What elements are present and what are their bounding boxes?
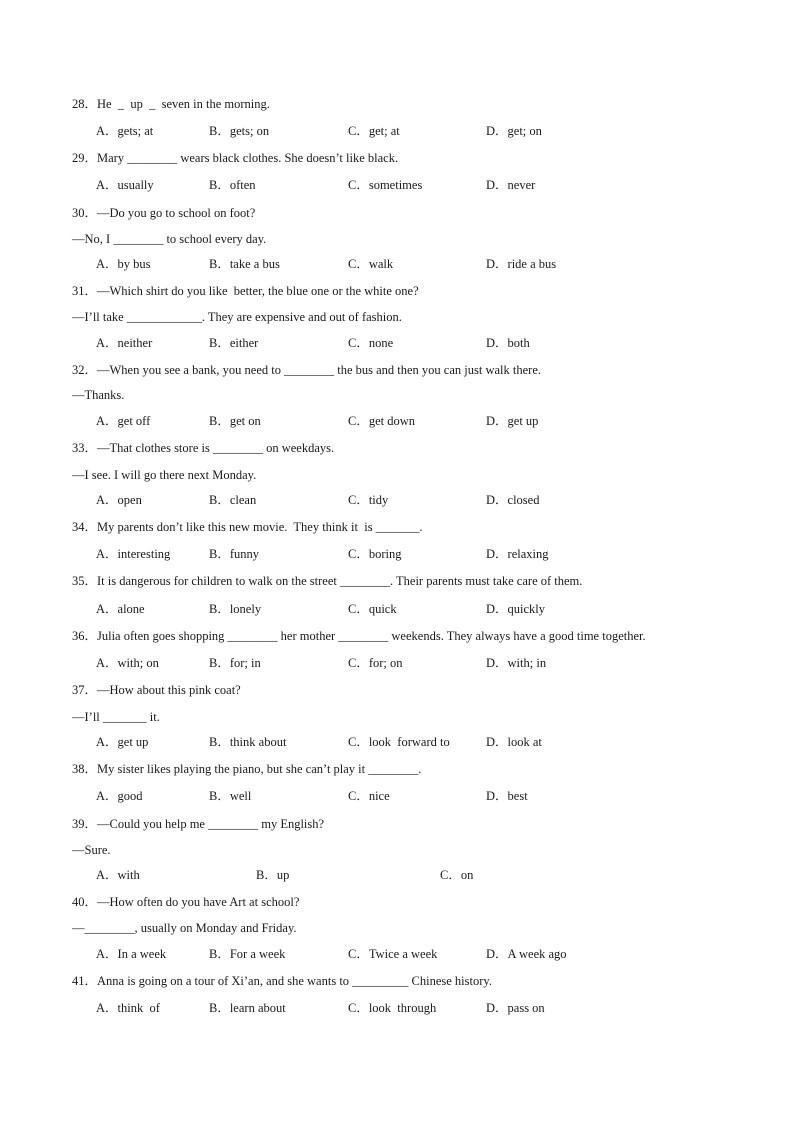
question-41-option-c: C．look through — [348, 1001, 437, 1015]
question-28-option-b: B．gets; on — [209, 124, 270, 138]
question-32-line-1: —Thanks. — [72, 388, 125, 402]
question-34-option-c: C．boring — [348, 547, 402, 561]
question-38-option-a: A．good — [96, 789, 143, 803]
question-36-option-b: B．for; in — [209, 656, 261, 670]
question-39-stem: 39．—Could you help me ________ my English? — [72, 817, 325, 831]
question-40-option-c: C．Twice a week — [348, 947, 438, 961]
question-35-option-d: D．quickly — [486, 602, 546, 616]
question-41-option-a: A．think of — [96, 1001, 160, 1015]
question-37-option-d: D．look at — [486, 735, 542, 749]
question-37-option-a: A．get up — [96, 735, 149, 749]
question-31-option-b: B．either — [209, 336, 259, 350]
question-32-option-a: A．get off — [96, 414, 151, 428]
question-37-option-b: B．think about — [209, 735, 287, 749]
question-32-option-d: D．get up — [486, 414, 539, 428]
question-33-line-1: —I see. I will go there next Monday. — [72, 468, 257, 482]
question-33-option-a: A．open — [96, 493, 142, 507]
question-34-option-a: A．interesting — [96, 547, 171, 561]
question-33-option-c: C．tidy — [348, 493, 389, 507]
question-40-line-1: —________, usually on Monday and Friday. — [72, 921, 297, 935]
question-30-option-b: B．take a bus — [209, 257, 280, 271]
question-38-stem: 38．My sister likes playing the piano, but she can’t play it ________. — [72, 762, 422, 776]
question-34-option-d: D．relaxing — [486, 547, 549, 561]
question-31-line-1: —I’ll take ____________. They are expensive and out of fashion. — [72, 310, 402, 324]
question-37-stem: 37．—How about this pink coat? — [72, 683, 241, 697]
question-35-stem: 35．It is dangerous for children to walk on the street ________. Their parents must take care of them. — [72, 574, 583, 588]
question-31-option-d: D．both — [486, 336, 530, 350]
question-29-option-a: A．usually — [96, 178, 154, 192]
question-29-option-c: C．sometimes — [348, 178, 423, 192]
question-31-option-a: A．neither — [96, 336, 153, 350]
question-30-option-d: D．ride a bus — [486, 257, 557, 271]
question-29-option-b: B．often — [209, 178, 256, 192]
question-38-option-b: B．well — [209, 789, 252, 803]
question-28-option-c: C．get; at — [348, 124, 400, 138]
question-33-option-b: B．clean — [209, 493, 257, 507]
question-32-option-c: C．get down — [348, 414, 416, 428]
question-40-option-a: A．In a week — [96, 947, 167, 961]
question-35-option-a: A．alone — [96, 602, 145, 616]
question-31-option-c: C．none — [348, 336, 394, 350]
question-35-option-c: C．quick — [348, 602, 397, 616]
question-41-stem: 41．Anna is going on a tour of Xi’an, and she wants to _________ Chinese history. — [72, 974, 492, 988]
question-36-option-d: D．with; in — [486, 656, 547, 670]
question-30-stem: 30．—Do you go to school on foot? — [72, 206, 256, 220]
question-39-option-b: B．up — [256, 868, 290, 882]
question-37-line-1: —I’ll _______ it. — [72, 710, 160, 724]
question-38-option-d: D．best — [486, 789, 528, 803]
question-40-option-d: D．A week ago — [486, 947, 567, 961]
question-33-stem: 33．—That clothes store is ________ on weekdays. — [72, 441, 335, 455]
question-34-stem: 34．My parents don’t like this new movie. They think it is _______. — [72, 520, 423, 534]
question-36-option-c: C．for; on — [348, 656, 403, 670]
question-30-option-a: A．by bus — [96, 257, 151, 271]
question-32-option-b: B．get on — [209, 414, 261, 428]
question-41-option-d: D．pass on — [486, 1001, 545, 1015]
question-39-line-1: —Sure. — [72, 843, 111, 857]
question-31-stem: 31．—Which shirt do you like better, the blue one or the white one? — [72, 284, 419, 298]
question-28-option-d: D．get; on — [486, 124, 542, 138]
question-40-stem: 40．—How often do you have Art at school? — [72, 895, 300, 909]
question-28-option-a: A．gets; at — [96, 124, 154, 138]
question-28-stem: 28．He _ up _ seven in the morning. — [72, 97, 270, 111]
question-34-option-b: B．funny — [209, 547, 260, 561]
question-36-stem: 36．Julia often goes shopping ________ her mother ________ weekends. They always have a good time together. — [72, 629, 646, 643]
question-36-option-a: A．with; on — [96, 656, 159, 670]
question-41-option-b: B．learn about — [209, 1001, 286, 1015]
question-40-option-b: B．For a week — [209, 947, 286, 961]
question-35-option-b: B．lonely — [209, 602, 262, 616]
question-39-option-c: C．on — [440, 868, 474, 882]
question-39-option-a: A．with — [96, 868, 140, 882]
question-32-stem: 32．—When you see a bank, you need to ________ the bus and then you can just walk there. — [72, 363, 541, 377]
question-29-stem: 29．Mary ________ wears black clothes. She doesn’t like black. — [72, 151, 399, 165]
question-29-option-d: D．never — [486, 178, 536, 192]
question-30-option-c: C．walk — [348, 257, 394, 271]
question-33-option-d: D．closed — [486, 493, 540, 507]
question-37-option-c: C．look forward to — [348, 735, 450, 749]
question-38-option-c: C．nice — [348, 789, 390, 803]
question-30-line-1: —No, I ________ to school every day. — [72, 232, 267, 246]
